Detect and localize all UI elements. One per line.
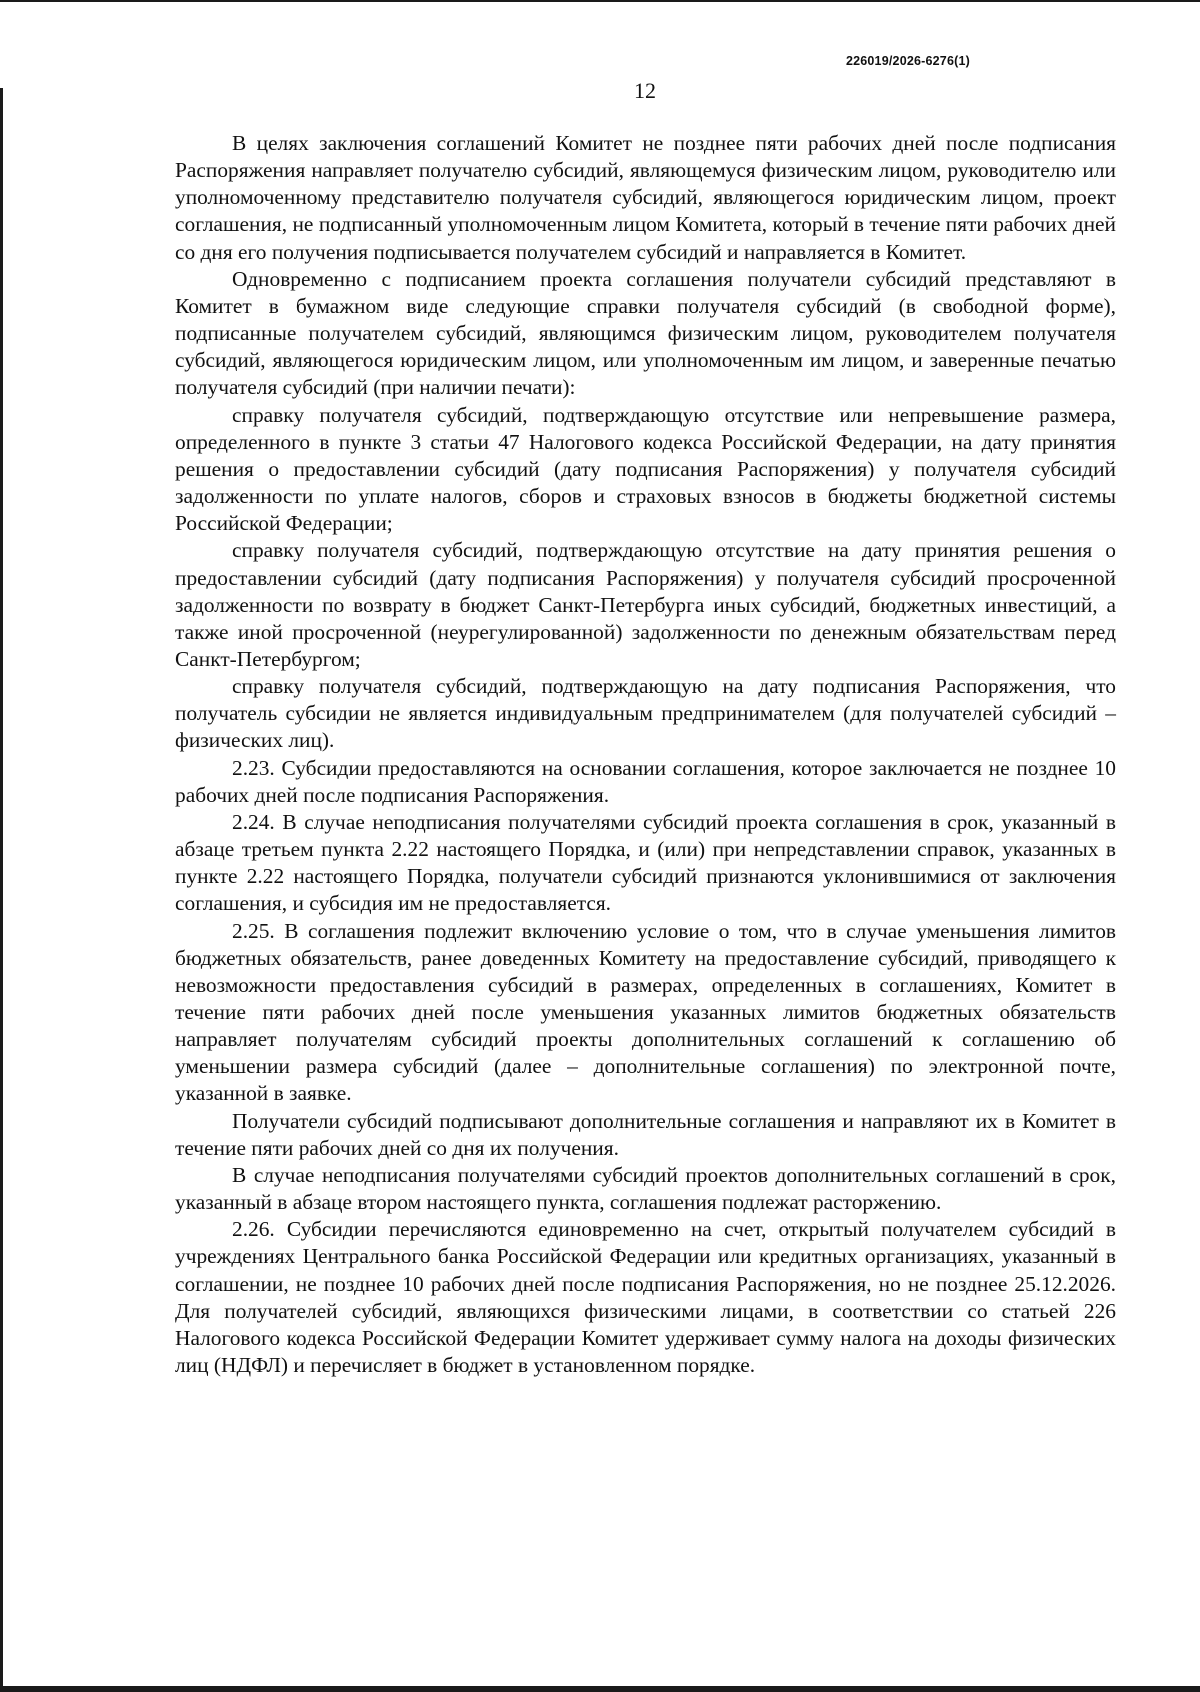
- document-body: [175, 130, 1116, 1379]
- paragraph-certificates-intro: Одновременно с подписанием проекта соглашения получатели субсидий представляют в Комитет в бумажном виде следующие справки получателя субсидий (в свободной форме), подписанные получателем субсидий, являющимся физическим лицом, руководителем получателя субсидий, являющегося юридическим лицом, или уполномоченным им лицом, и заверенные печатью получателя субсидий (при наличии печати):: [175, 266, 1116, 400]
- paragraph-2-24: 2.24. В случае неподписания получателями субсидий проекта соглашения в срок, указанный в абзаце третьем пункта 2.22 настоящего Порядка, и (или) при непредставлении справок, указанных в пункте 2.22 настоящего Порядка, получатели субсидий признаются уклонившимися от заключения соглашения, и субсидия им не предоставляется.: [175, 809, 1116, 916]
- document-id: 226019/2026-6276(1): [845, 54, 970, 68]
- scan-edge-bottom: [0, 1686, 1200, 1692]
- paragraph-2-25: 2.25. В соглашения подлежит включению условие о том, что в случае уменьшения лимитов бюджетных обязательств, ранее доведенных Комитету на предоставление субсидий, приводящего к невозможности предоставления субсидий в размерах, определенных в соглашениях, Комитет в течение пяти рабочих дней после уменьшения указанных лимитов бюджетных обязательств направляет получателям субсидий проекты дополнительных соглашений к соглашению об уменьшении размера субсидий (далее – дополнительные соглашения) по электронной почте, указанной в заявке.: [175, 918, 1116, 1106]
- paragraph-certificate-tax-debt: справку получателя субсидий, подтверждающую отсутствие или непревышение размера, определенного в пункте 3 статьи 47 Налогового кодекса Российской Федерации, на дату принятия решения о предоставлении субсидий (дату подписания Распоряжения) у получателя субсидий задолженности по уплате налогов, сборов и страховых взносов в бюджеты бюджетной системы Российской Федерации;: [175, 402, 1116, 536]
- paragraph-termination: В случае неподписания получателями субсидий проектов дополнительных соглашений в срок, указанный в абзаце втором настоящего пункта, соглашения подлежат расторжению.: [175, 1162, 1116, 1215]
- paragraph-2-26: 2.26. Субсидии перечисляются единовременно на счет, открытый получателем субсидий в учреждениях Центрального банка Российской Федерации или кредитных организациях, указанный в соглашении, не позднее 10 рабочих дней после подписания Распоряжения, но не позднее 25.12.2026. Для получателей субсидий, являющихся физическими лицами, в соответствии со статьей 226 Налогового кодекса Российской Федерации Комитет удерживает сумму налога на доходы физических лиц (НДФЛ) и перечисляет в бюджет в установленном порядке.: [175, 1217, 1116, 1378]
- scan-edge-left: [0, 88, 3, 1692]
- paragraph-additional-agreements-signing: Получатели субсидий подписывают дополнительные соглашения и направляют их в Комитет в течение пяти рабочих дней со дня их получения.: [175, 1108, 1116, 1160]
- paragraph-2-23: 2.23. Субсидии предоставляются на основании соглашения, которое заключается не позднее 10 рабочих дней после подписания Распоряжения.: [175, 755, 1116, 807]
- scan-edge-top: [0, 0, 1200, 2]
- page-number: 12: [634, 78, 656, 103]
- paragraph-certificate-not-entrepreneur: справку получателя субсидий, подтверждающую на дату подписания Распоряжения, что получатель субсидии не является индивидуальным предпринимателем (для получателей субсидий – физических лиц).: [175, 674, 1116, 753]
- paragraph-agreement-procedure: В целях заключения соглашений Комитет не позднее пяти рабочих дней после подписания Распоряжения направляет получателю субсидий, являющемуся физическим лицом, руководителю или уполномоченному представителю получателя субсидий, являющегося юридическим лицом, проект соглашения, не подписанный уполномоченным лицом Комитета, который в течение пяти рабочих дней со дня его получения подписывается получателем субсидий и направляется в Комитет.: [175, 131, 1116, 264]
- paragraph-certificate-overdue-debt: справку получателя субсидий, подтверждающую отсутствие на дату принятия решения о предоставлении субсидий (дату подписания Распоряжения) у получателя субсидий просроченной задолженности по возврату в бюджет Санкт-Петербурга иных субсидий, бюджетных инвестиций, а также иной просроченной (неурегулированной) задолженности по денежным обязательствам перед Санкт-Петербургом;: [175, 538, 1116, 671]
